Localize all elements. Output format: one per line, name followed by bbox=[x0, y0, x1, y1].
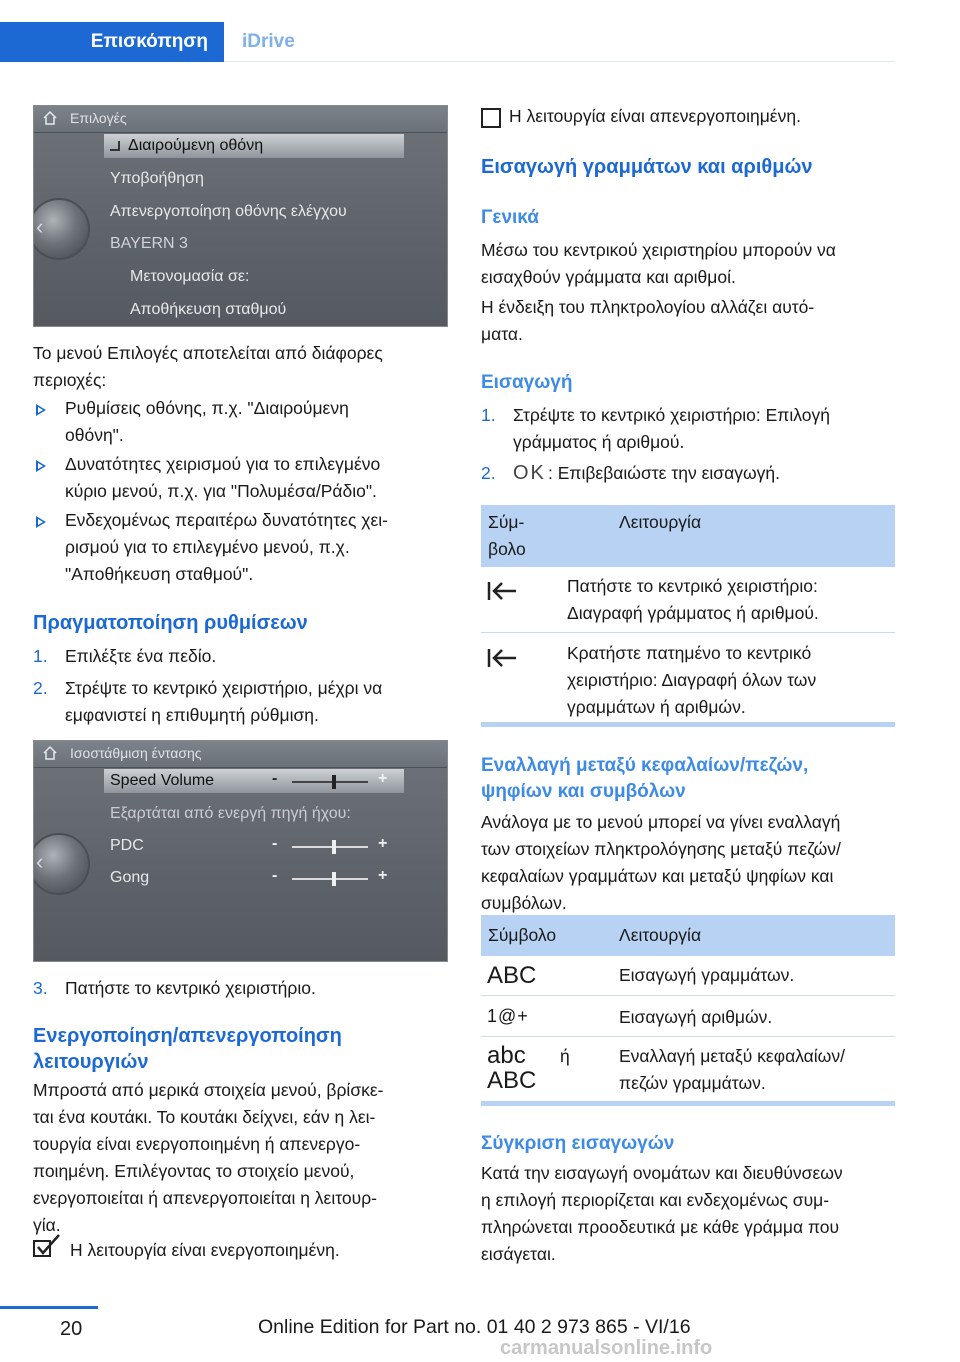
bullet-line: "Αποθήκευση σταθμού". bbox=[65, 564, 254, 584]
menu-item: PDC bbox=[110, 837, 144, 854]
table-cell: Κρατήστε πατημένο το κεντρικό bbox=[567, 643, 812, 663]
or-label: ή bbox=[560, 1046, 570, 1066]
table-header-function: Λειτουργία bbox=[619, 512, 702, 532]
step-line: : Επιβεβαιώστε την εισαγωγή. bbox=[548, 463, 780, 483]
selected-label: Speed Volume bbox=[110, 772, 215, 789]
menu-item: Εξαρτάται από ενεργή πηγή ήχου: bbox=[110, 805, 351, 822]
bullet-line: κύριο μενού, π.χ. για "Πολυμέσα/Ράδιο". bbox=[65, 481, 377, 501]
selected-label: Διαιρούμενη οθόνη bbox=[128, 137, 264, 154]
volume-slider bbox=[292, 840, 368, 854]
para-line: των στοιχείων πληκτρολόγησης μεταξύ πεζών/ bbox=[481, 839, 841, 859]
para-line: πληρώνεται προοδευτικά με κάθε γράμμα που bbox=[481, 1217, 840, 1237]
para-line: τουργία είναι ενεργοποιημένη ή απενεργο‐ bbox=[33, 1134, 361, 1154]
heading-toggle: Ενεργοποίηση/απενεργοποίηση bbox=[33, 1025, 342, 1047]
para-line: εισαχθούν γράμματα και αριθμοί. bbox=[481, 267, 736, 287]
screen-title: Επιλογές bbox=[70, 110, 127, 126]
minus-label: - bbox=[272, 770, 278, 787]
para-line: ενεργοποιείται ή απενεργοποιείται η λειτουρ‐ bbox=[33, 1188, 377, 1208]
abc-uppercase-icon: ABC bbox=[487, 1067, 537, 1094]
menu-item: Αποθήκευση σταθμού bbox=[130, 301, 287, 318]
abc-lowercase-icon: abc bbox=[487, 1042, 526, 1069]
para-line: Η ένδειξη του πληκτρολογίου αλλάζει αυτό‐ bbox=[481, 297, 815, 317]
step-number: 1. bbox=[33, 646, 48, 666]
table-cell: χειριστήριο: Διαγραφή όλων των bbox=[567, 670, 817, 690]
table-cell: Πατήστε το κεντρικό χειριστήριο: bbox=[567, 576, 818, 596]
para-line: η επιλογή περιορίζεται και ενδεχομένως συμ‐ bbox=[481, 1190, 830, 1210]
table-end-rule bbox=[481, 722, 895, 727]
heading-compare: Σύγκριση εισαγωγών bbox=[481, 1133, 675, 1154]
menu-item: Απενεργοποίηση οθόνης ελέγχου bbox=[110, 203, 347, 220]
table-divider bbox=[481, 632, 895, 633]
step-line: Επιλέξτε ένα πεδίο. bbox=[65, 646, 217, 666]
menu-item: Gong bbox=[110, 869, 150, 886]
backspace-icon bbox=[486, 580, 518, 602]
screen-title-bar bbox=[34, 106, 447, 133]
heading-switch: ψηφίων και συμβόλων bbox=[481, 781, 686, 802]
minus-label: - bbox=[272, 835, 278, 852]
para-line: κεφαλαίων γραμμάτων και μεταξύ ψηφίων και bbox=[481, 866, 834, 886]
volume-slider bbox=[292, 872, 368, 886]
table-header-symbol: Σύμβολο bbox=[488, 925, 557, 945]
para-line: γία. bbox=[33, 1215, 61, 1235]
edition-text: Online Edition for Part no. 01 40 2 973 865 - VI/16 bbox=[258, 1316, 691, 1338]
bullet-triangle-icon bbox=[36, 404, 46, 416]
bullet-triangle-icon bbox=[36, 460, 46, 472]
step-line: γράμματος ή αριθμού. bbox=[513, 432, 685, 452]
table-header-function: Λειτουργία bbox=[619, 925, 702, 945]
footer-rule bbox=[0, 1306, 98, 1309]
home-icon bbox=[42, 745, 58, 761]
screen-title-bar bbox=[34, 741, 447, 768]
table-cell: Εισαγωγή γραμμάτων. bbox=[619, 965, 795, 985]
subheading-general: Γενικά bbox=[481, 207, 539, 228]
volume-settings-screenshot bbox=[33, 740, 448, 962]
heading-input: Εισαγωγή γραμμάτων και αριθμών bbox=[481, 156, 813, 178]
numbers-symbols-icon: 1@+ bbox=[487, 1006, 529, 1026]
menu-item: Μετονομασία σε: bbox=[130, 268, 250, 285]
para-line: Κατά την εισαγωγή ονομάτων και διευθύνσεων bbox=[481, 1163, 843, 1183]
bullet-line: Ενδεχομένως περαιτέρω δυνατότητες χει‐ bbox=[65, 510, 388, 530]
table-cell: Εναλλαγή μεταξύ κεφαλαίων/ bbox=[619, 1046, 845, 1066]
plus-label: + bbox=[378, 867, 388, 884]
unchecked-caption: Η λειτουργία είναι απενεργοποιημένη. bbox=[509, 106, 801, 126]
subheading-input: Εισαγωγή bbox=[481, 372, 573, 393]
volume-slider bbox=[292, 775, 368, 789]
page-number: 20 bbox=[60, 1318, 83, 1340]
intro-line: Το μενού Επιλογές αποτελείται από διάφορες bbox=[33, 343, 383, 363]
abc-uppercase-icon: ABC bbox=[487, 962, 537, 989]
step-line: Στρέψτε το κεντρικό χειριστήριο: Επιλογή bbox=[513, 405, 830, 425]
heading-settings: Πραγματοποίηση ρυθμίσεων bbox=[33, 612, 308, 634]
table-end-rule bbox=[481, 1101, 895, 1106]
intro-line: περιοχές: bbox=[33, 370, 107, 390]
heading-switch: Εναλλαγή μεταξύ κεφαλαίων/πεζών, bbox=[481, 755, 809, 776]
bullet-line: ρισμού για το επιλεγμένο μενού, π.χ. bbox=[65, 537, 350, 557]
table-divider bbox=[481, 1036, 895, 1037]
chevron-left-icon: ‹ bbox=[36, 214, 44, 239]
chevron-left-icon: ‹ bbox=[36, 849, 44, 874]
selected-menu-item bbox=[104, 134, 404, 158]
tab-overview[interactable]: Επισκόπηση bbox=[0, 22, 224, 62]
para-line: Ανάλογα με το μενού μπορεί να γίνει εναλλαγή bbox=[481, 812, 841, 832]
checked-caption: Η λειτουργία είναι ενεργοποιημένη. bbox=[70, 1240, 340, 1260]
plus-label: + bbox=[378, 835, 388, 852]
table-cell: γραμμάτων ή αριθμών. bbox=[567, 697, 746, 717]
minus-label: - bbox=[272, 867, 278, 884]
menu-item: BAYERN 3 bbox=[110, 235, 188, 252]
bullet-line: οθόνη". bbox=[65, 425, 124, 445]
step-line: εμφανιστεί η επιθυμητή ρύθμιση. bbox=[65, 705, 319, 725]
step-line: Πατήστε το κεντρικό χειριστήριο. bbox=[65, 978, 316, 998]
selected-marker-icon bbox=[110, 141, 120, 151]
table-divider bbox=[481, 995, 895, 996]
para-line: Μπροστά από μερικά στοιχεία μενού, βρίσκε‐ bbox=[33, 1080, 384, 1100]
para-line: ται ένα κουτάκι. Το κουτάκι δείχνει, εάν η λει‐ bbox=[33, 1107, 376, 1127]
bullet-line: Δυνατότητες χειρισμού για το επιλεγμένο bbox=[65, 454, 381, 474]
menu-item: Υποβοήθηση bbox=[110, 170, 204, 187]
table-cell: Διαγραφή γράμματος ή αριθμού. bbox=[567, 603, 819, 623]
table-cell: πεζών γραμμάτων. bbox=[619, 1073, 766, 1093]
step-number: 1. bbox=[481, 405, 496, 425]
slider-thumb bbox=[332, 775, 336, 789]
para-line: Μέσω του κεντρικού χειριστηρίου μπορούν να bbox=[481, 240, 836, 260]
watermark: carmanualsonline.info bbox=[500, 1337, 713, 1359]
slider-thumb bbox=[332, 872, 336, 886]
para-line: εισάγεται. bbox=[481, 1244, 556, 1264]
screen-title: Ισοστάθμιση έντασης bbox=[70, 745, 202, 761]
table-header-symbol: Σύμ‐ bbox=[488, 512, 525, 532]
step-line: Στρέψτε το κεντρικό χειριστήριο, μέχρι να bbox=[65, 678, 383, 698]
step-number: 2. bbox=[481, 463, 496, 483]
para-line: ποιημένη. Επιλέγοντας το στοιχείο μενού, bbox=[33, 1161, 355, 1181]
step-number: 3. bbox=[33, 978, 48, 998]
bullet-line: Ρυθμίσεις οθόνης, π.χ. "Διαιρούμενη bbox=[65, 398, 349, 418]
checkbox-unchecked-icon bbox=[481, 108, 501, 128]
bullet-triangle-icon bbox=[36, 516, 46, 528]
ok-button-icon: OK bbox=[513, 462, 546, 484]
tab-idrive[interactable]: iDrive bbox=[224, 22, 895, 62]
heading-toggle: λειτουργιών bbox=[33, 1051, 149, 1073]
table-header-symbol: βολο bbox=[488, 539, 526, 559]
para-line: ματα. bbox=[481, 324, 523, 344]
backspace-icon bbox=[486, 647, 518, 669]
checkbox-checked-icon bbox=[33, 1234, 61, 1258]
options-menu-screenshot bbox=[33, 105, 448, 327]
table-cell: Εισαγωγή αριθμών. bbox=[619, 1007, 773, 1027]
slider-thumb bbox=[332, 840, 336, 854]
para-line: συμβόλων. bbox=[481, 893, 567, 913]
step-number: 2. bbox=[33, 678, 48, 698]
home-icon bbox=[42, 110, 58, 126]
plus-label: + bbox=[378, 770, 388, 787]
